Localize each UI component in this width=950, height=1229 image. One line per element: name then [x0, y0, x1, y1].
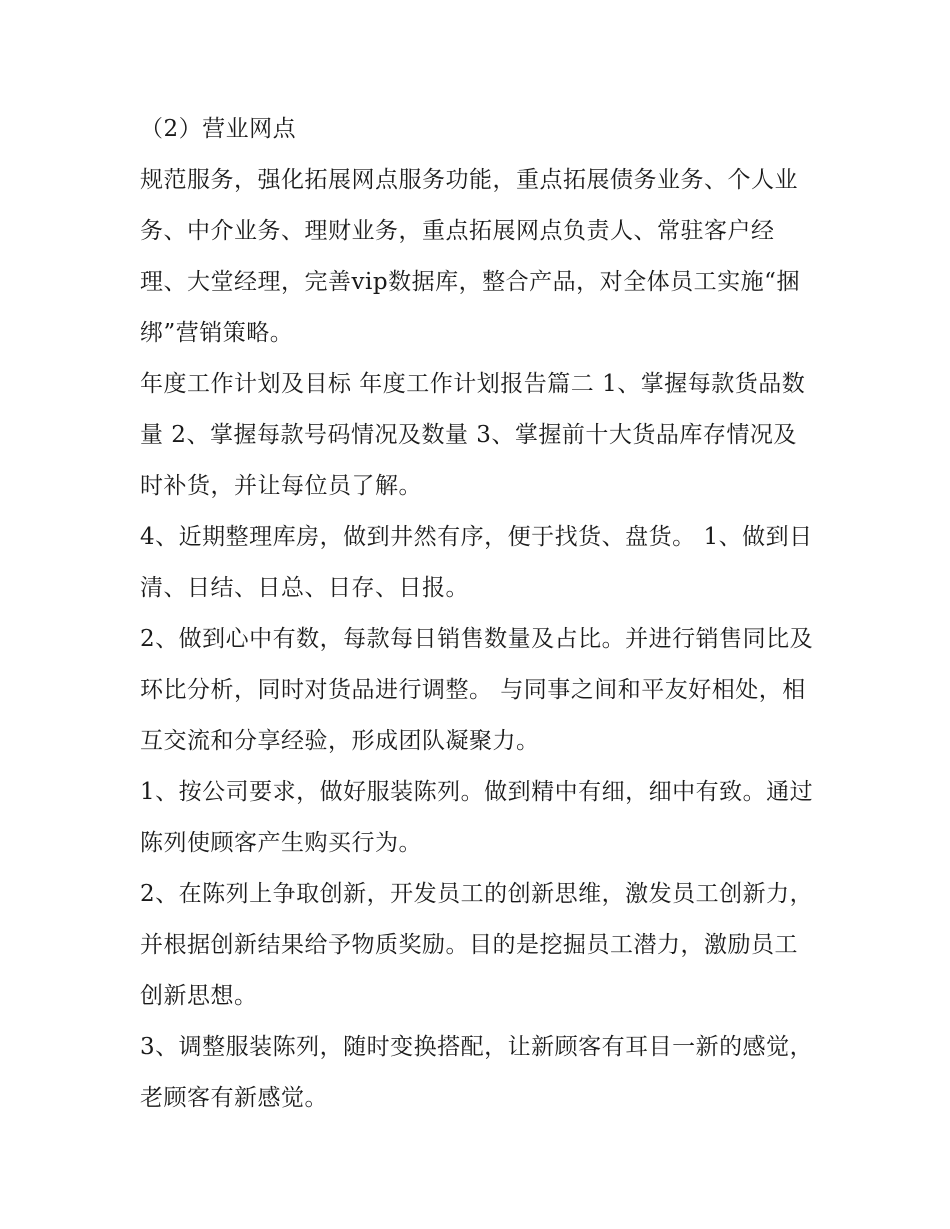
paragraph-warehouse: 4、近期整理库房，做到井然有序，便于找货、盘货。 1、做到日清、日结、日总、日存、日报。 — [140, 524, 813, 601]
paragraph-adjustment: 3、调整服装陈列，随时变换搭配，让新顾客有耳目一新的感觉，老顾客有新感觉。 — [140, 1034, 814, 1111]
paragraph-annual-plan: 年度工作计划及目标 年度工作计划报告篇二 1、掌握每款货品数量 2、掌握每款号码情况及数量 3、掌握前十大货品库存情况及时补货，并让每位员了解。 — [140, 371, 806, 499]
paragraph-display: 1、按公司要求，做好服装陈列。做到精中有细，细中有致。通过陈列使顾客产生购买行为。 — [140, 779, 814, 856]
paragraph-sales-analysis: 2、做到心中有数，每款每日销售数量及占比。并进行销售同比及环比分析，同时对货品进行调整。 与同事之间和平友好相处，相互交流和分享经验，形成团队凝聚力。 — [140, 626, 814, 754]
paragraph-service: 规范服务，强化拓展网点服务功能，重点拓展债务业务、个人业务、中介业务、理财业务，重点拓展网点负责人、常驻客户经理、大堂经理，完善vip数据库，整合产品，对全体员工实施“捆绑”营销策略。 — [140, 167, 800, 346]
section-heading: （2）营业网点 — [140, 116, 297, 142]
document-body — [140, 104, 820, 1124]
paragraph-innovation: 2、在陈列上争取创新，开发员工的创新思维，激发员工创新力，并根据创新结果给予物质奖励。目的是挖掘员工潜力，激励员工创新思想。 — [140, 881, 814, 1009]
